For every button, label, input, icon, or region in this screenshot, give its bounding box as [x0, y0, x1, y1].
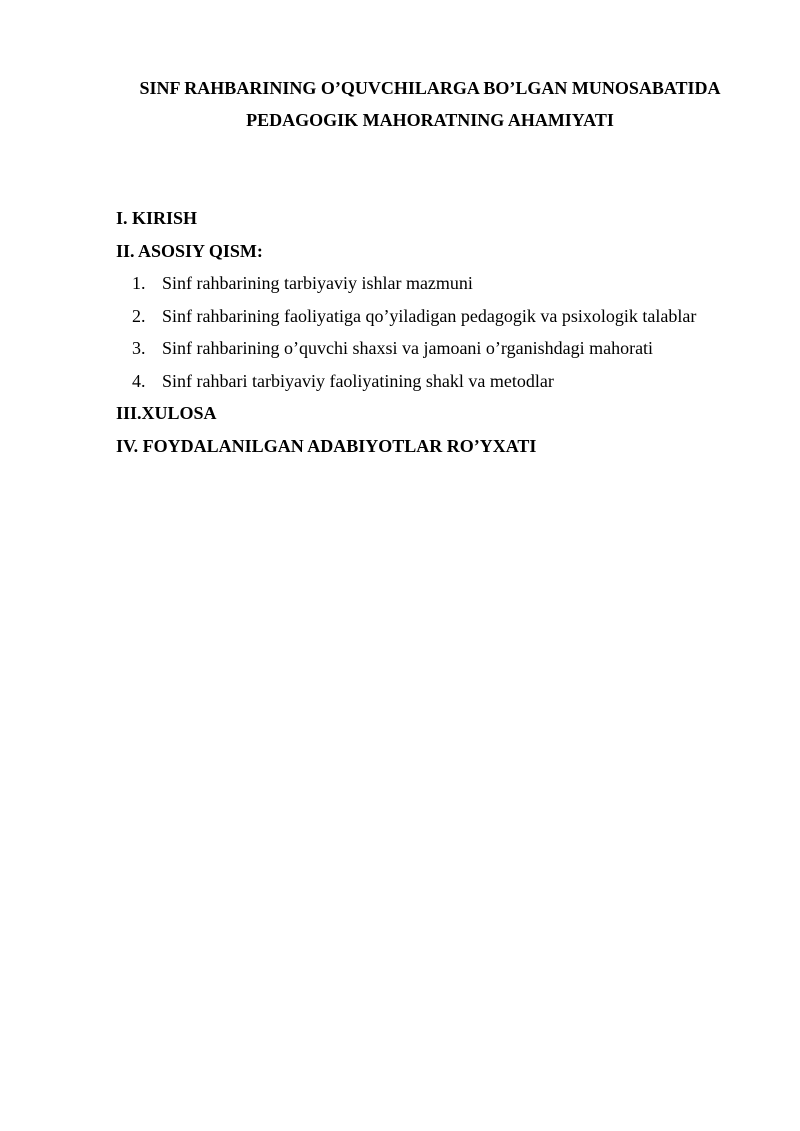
list-item-text: Sinf rahbarining o’quvchi shaxsi va jamoani o’rganishdagi mahorati: [162, 338, 654, 358]
list-item-number: 1.: [132, 273, 146, 293]
list-item-text: Sinf rahbari tarbiyaviy faoliyatining shakl va metodlar: [162, 370, 554, 391]
title-line-2: PEDAGOGIK MAHORATNING AHAMIYATI: [246, 110, 614, 130]
list-item-text: Sinf rahbarining faoliyatiga qo’yiladigan pedagogik va psixologik talablar: [162, 305, 697, 326]
list-item: [116, 267, 756, 300]
list-item: [116, 300, 756, 333]
section-conclusion: III.XULOSA: [116, 403, 217, 423]
main-items-list: [116, 267, 756, 397]
list-item-number: 4.: [132, 370, 146, 391]
section-intro: I. KIRISH: [116, 208, 198, 228]
section-main: II. ASOSIY QISM:: [116, 240, 263, 261]
section-references: IV. FOYDALANILGAN ADABIYOTLAR RO’YXATI: [116, 435, 537, 456]
list-item-text: Sinf rahbarining tarbiyaviy ishlar mazmuni: [162, 273, 473, 293]
document-title: [100, 72, 760, 136]
list-item-number: 2.: [132, 305, 146, 326]
table-of-contents: [116, 202, 756, 462]
list-item-number: 3.: [132, 338, 146, 358]
list-item: [116, 365, 756, 398]
title-line-1: SINF RAHBARINING O’QUVCHILARGA BO’LGAN MUNOSABATIDA: [139, 78, 721, 98]
list-item: [116, 332, 756, 365]
